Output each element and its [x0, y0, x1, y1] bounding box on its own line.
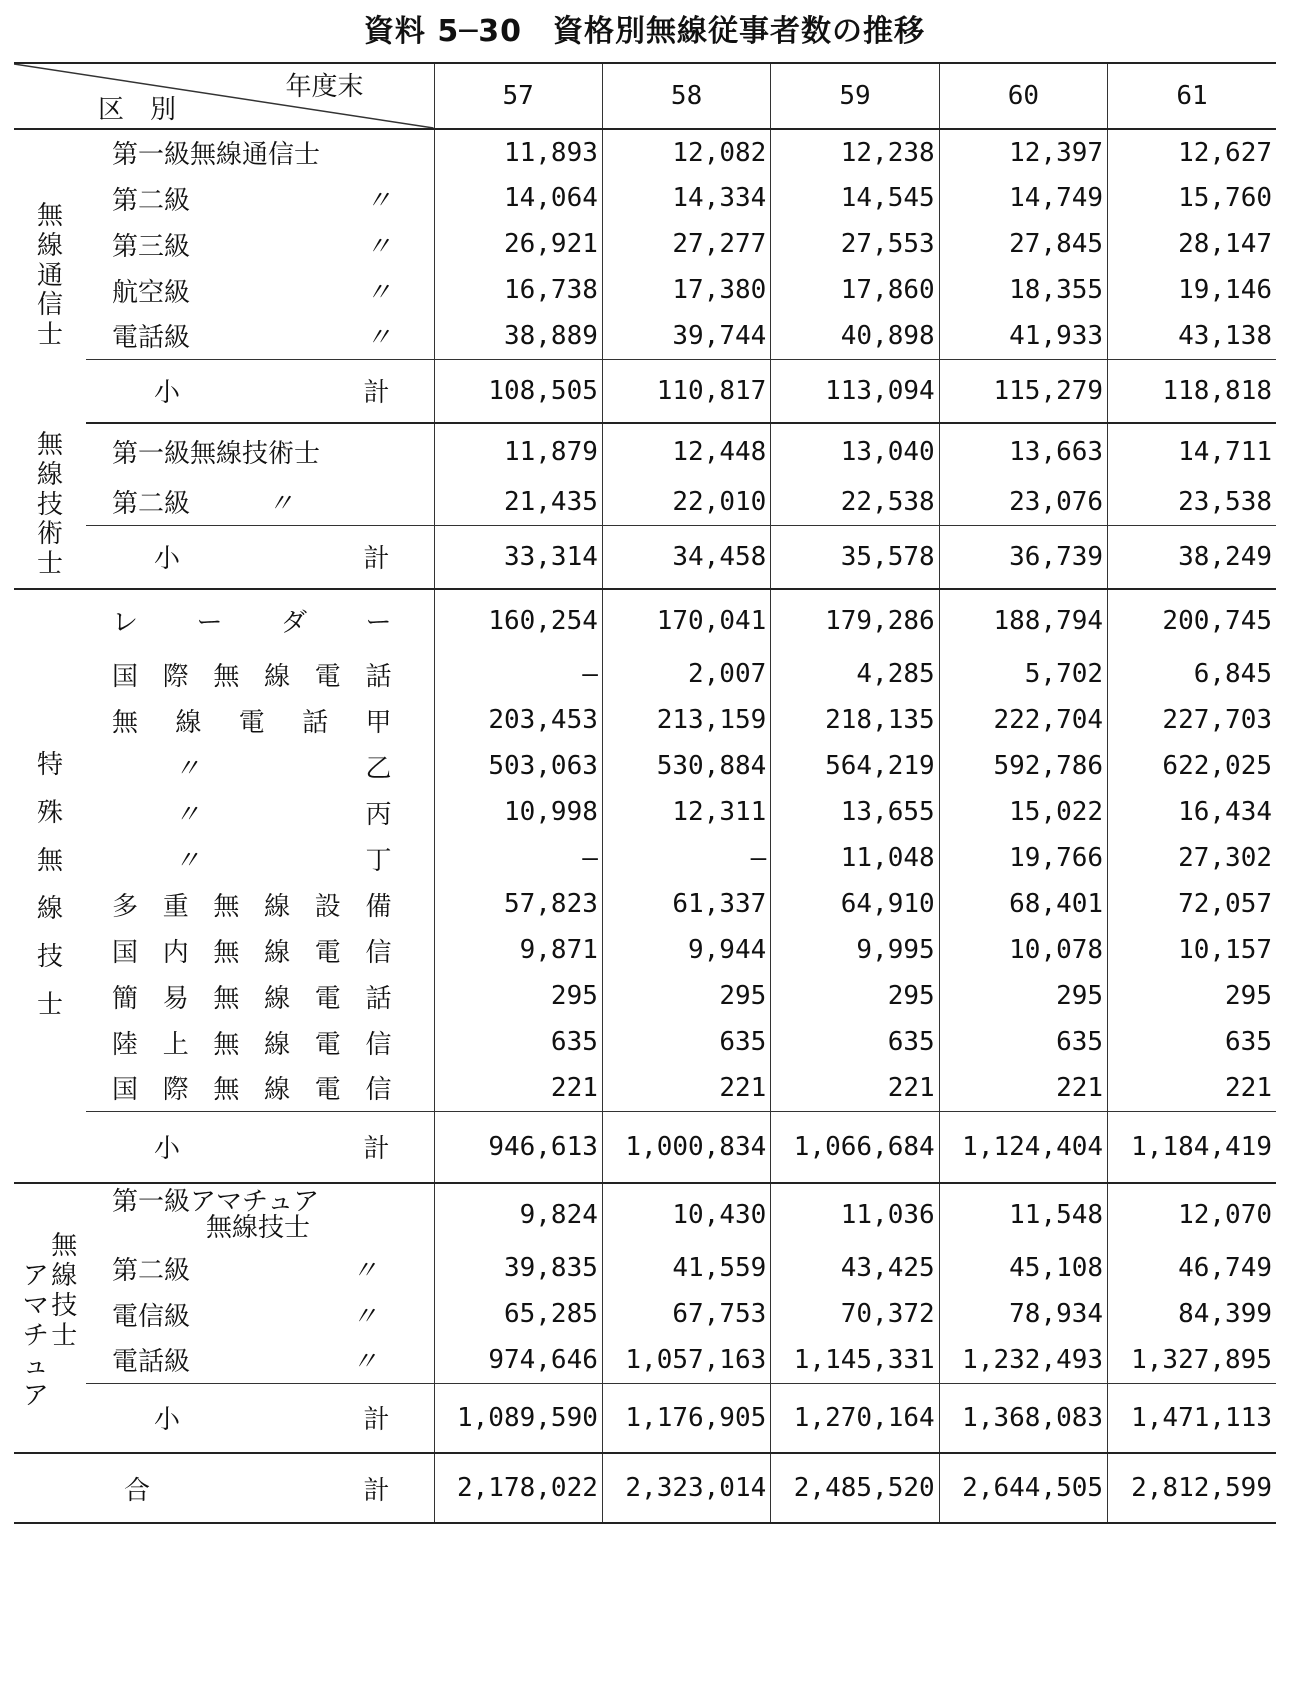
- value-cell: 19,146: [1108, 267, 1276, 313]
- value-cell: 200,745: [1108, 589, 1276, 651]
- value-cell: 564,219: [771, 743, 939, 789]
- label-char: レ: [112, 608, 139, 638]
- label-char: 無: [213, 937, 240, 968]
- value-cell: 11,879: [434, 423, 602, 479]
- total-label: [14, 1453, 434, 1523]
- row-label: [86, 1245, 434, 1291]
- value-cell: 188,794: [939, 589, 1107, 651]
- group-name: 無線通信士: [36, 200, 63, 351]
- value-cell: 160,254: [434, 589, 602, 651]
- ditto-mark: 〃: [351, 1347, 378, 1378]
- value-cell: 295: [602, 973, 770, 1019]
- subtotal-cell: 34,458: [602, 525, 770, 589]
- value-cell: 9,824: [434, 1183, 602, 1245]
- row-label-text: 電信級: [112, 1301, 191, 1332]
- row-label-text: 第二級: [112, 489, 191, 520]
- label-char: 際: [162, 1075, 189, 1106]
- label-char: 電: [314, 983, 341, 1014]
- corner-diagonal: [14, 64, 434, 128]
- label-char: 内: [162, 937, 189, 968]
- value-cell: —: [434, 835, 602, 881]
- value-cell: 13,655: [771, 789, 939, 835]
- subtotal-cell: 38,249: [1108, 525, 1276, 589]
- subtotal-cell: 1,000,834: [602, 1111, 770, 1183]
- subtotal-cell: 1,368,083: [939, 1383, 1107, 1453]
- ditto-mark: 〃: [365, 323, 392, 354]
- ditto-mark: 〃: [267, 489, 294, 520]
- total-cell: 2,644,505: [939, 1453, 1107, 1523]
- label-char: 信: [365, 1029, 392, 1060]
- table-row: [14, 743, 1276, 789]
- value-cell: 13,040: [771, 423, 939, 479]
- row-label-text: 航空級: [112, 277, 191, 308]
- value-cell: 18,355: [939, 267, 1107, 313]
- subtotal-label-a: 小: [154, 1134, 181, 1165]
- group-name-char: 士: [36, 989, 63, 1020]
- value-cell: 635: [939, 1019, 1107, 1065]
- ditto-mark: 〃: [365, 231, 392, 262]
- value-cell: 84,399: [1108, 1291, 1276, 1337]
- group-name-col2: 無線技士: [51, 1231, 78, 1351]
- table-row: [14, 1065, 1276, 1111]
- table-row: [14, 313, 1276, 359]
- value-cell: 27,277: [602, 221, 770, 267]
- subtotal-label-a: 小: [154, 378, 181, 409]
- label-char: 無: [213, 661, 240, 692]
- subtotal-row: [14, 1383, 1276, 1453]
- row-label-text: 第二級: [112, 185, 191, 216]
- value-cell: 295: [939, 973, 1107, 1019]
- row-label: [86, 881, 434, 927]
- row-label: 第一級無線技術士: [112, 439, 321, 469]
- value-cell: 22,010: [602, 479, 770, 525]
- value-cell: 14,545: [771, 175, 939, 221]
- value-cell: 6,845: [1108, 651, 1276, 697]
- group-name-char: 特: [36, 750, 63, 781]
- year-header: 57: [434, 63, 602, 129]
- subtotal-label: [86, 1111, 434, 1183]
- subtotal-cell: 1,471,113: [1108, 1383, 1276, 1453]
- year-header: 60: [939, 63, 1107, 129]
- row-label-text: 電話級: [112, 1347, 191, 1378]
- table-row: [14, 881, 1276, 927]
- subtotal-cell: 946,613: [434, 1111, 602, 1183]
- value-cell: 39,744: [602, 313, 770, 359]
- year-header: 58: [602, 63, 770, 129]
- subtotal-row: [14, 525, 1276, 589]
- value-cell: 12,082: [602, 129, 770, 175]
- value-cell: 530,884: [602, 743, 770, 789]
- value-cell: 503,063: [434, 743, 602, 789]
- table-row: [14, 129, 1276, 175]
- ditto-mark: 〃: [174, 845, 201, 876]
- value-cell: 12,448: [602, 423, 770, 479]
- value-cell: 9,995: [771, 927, 939, 973]
- subtotal-cell: 35,578: [771, 525, 939, 589]
- value-cell: 78,934: [939, 1291, 1107, 1337]
- row-suffix: 丙: [365, 799, 392, 830]
- group-name-char: 無: [36, 846, 63, 877]
- corner-top-label: 年度末: [285, 72, 364, 102]
- row-label-line1: 第一級アマチュア: [112, 1186, 320, 1217]
- label-char: 線: [264, 1029, 291, 1060]
- table-row: [14, 1245, 1276, 1291]
- subtotal-cell: 1,089,590: [434, 1383, 602, 1453]
- total-label-a: 合: [124, 1475, 151, 1506]
- value-cell: 17,860: [771, 267, 939, 313]
- value-cell: 635: [602, 1019, 770, 1065]
- header-row: [14, 63, 1276, 129]
- value-cell: 45,108: [939, 1245, 1107, 1291]
- label-char: 信: [365, 1075, 392, 1106]
- label-char: 線: [175, 707, 202, 738]
- value-cell: 974,646: [434, 1337, 602, 1383]
- row-label-line2: 無線技士: [206, 1212, 311, 1243]
- value-cell: 12,311: [602, 789, 770, 835]
- label-char: 無: [213, 1029, 240, 1060]
- table-row: [14, 479, 1276, 525]
- value-cell: 9,944: [602, 927, 770, 973]
- label-char: 上: [162, 1029, 189, 1060]
- subtotal-cell: 36,739: [939, 525, 1107, 589]
- row-label: [86, 973, 434, 1019]
- value-cell: 295: [771, 973, 939, 1019]
- ditto-mark: 〃: [174, 799, 201, 830]
- subtotal-row: [14, 359, 1276, 423]
- corner-bottom-label: 区別: [98, 95, 203, 125]
- value-cell: 14,064: [434, 175, 602, 221]
- subtotal-cell: 33,314: [434, 525, 602, 589]
- label-char: 無: [213, 983, 240, 1014]
- group-name: 無線技術士: [36, 429, 63, 580]
- group-name-col1: アマチュア: [22, 1261, 49, 1411]
- label-char: 際: [162, 661, 189, 692]
- label-char: 信: [365, 937, 392, 968]
- subtotal-cell: 1,066,684: [771, 1111, 939, 1183]
- label-char: ダ: [280, 608, 307, 638]
- table-row: [14, 423, 1276, 479]
- row-label: [86, 1291, 434, 1337]
- value-cell: 635: [771, 1019, 939, 1065]
- label-char: 線: [264, 983, 291, 1014]
- group-name-char: 線: [36, 894, 63, 924]
- subtotal-cell: 1,270,164: [771, 1383, 939, 1453]
- value-cell: 635: [434, 1019, 602, 1065]
- label-char: 話: [302, 707, 329, 738]
- subtotal-cell: 115,279: [939, 359, 1107, 423]
- table-row: [14, 175, 1276, 221]
- label-char: 備: [365, 891, 392, 922]
- value-cell: 221: [939, 1065, 1107, 1111]
- total-cell: 2,323,014: [602, 1453, 770, 1523]
- label-char: 話: [365, 983, 392, 1014]
- value-cell: 1,145,331: [771, 1337, 939, 1383]
- table-row: [14, 1183, 1276, 1245]
- label-char: 陸: [112, 1029, 139, 1060]
- value-cell: 203,453: [434, 697, 602, 743]
- label-char: 易: [162, 983, 189, 1014]
- table-row: [14, 927, 1276, 973]
- value-cell: 14,334: [602, 175, 770, 221]
- value-cell: 43,138: [1108, 313, 1276, 359]
- subtotal-label: [86, 1383, 434, 1453]
- total-row: [14, 1453, 1276, 1523]
- label-char: 無: [213, 1075, 240, 1106]
- row-label: [86, 651, 434, 697]
- value-cell: 170,041: [602, 589, 770, 651]
- subtotal-cell: 1,184,419: [1108, 1111, 1276, 1183]
- label-char: 線: [264, 891, 291, 922]
- value-cell: 26,921: [434, 221, 602, 267]
- ditto-mark: 〃: [351, 1301, 378, 1332]
- row-label: [86, 175, 434, 221]
- row-label: 第一級無線通信士: [112, 140, 321, 170]
- value-cell: 46,749: [1108, 1245, 1276, 1291]
- value-cell: 221: [771, 1065, 939, 1111]
- group-name-char: 殊: [36, 798, 63, 829]
- group-label: [14, 423, 86, 589]
- value-cell: 41,559: [602, 1245, 770, 1291]
- row-label: [86, 697, 434, 743]
- subtotal-label-b: 計: [363, 378, 390, 409]
- row-label: [86, 589, 434, 651]
- subtotal-cell: 108,505: [434, 359, 602, 423]
- row-label: [86, 221, 434, 267]
- value-cell: 41,933: [939, 313, 1107, 359]
- subtotal-label-a: 小: [154, 1405, 181, 1436]
- value-cell: 179,286: [771, 589, 939, 651]
- value-cell: 222,704: [939, 697, 1107, 743]
- row-label: [86, 1337, 434, 1383]
- total-cell: 2,485,520: [771, 1453, 939, 1523]
- label-char: 話: [365, 661, 392, 692]
- total-cell: 2,812,599: [1108, 1453, 1276, 1523]
- value-cell: 15,760: [1108, 175, 1276, 221]
- value-cell: 1,327,895: [1108, 1337, 1276, 1383]
- row-label: [86, 1065, 434, 1111]
- table-row: [14, 973, 1276, 1019]
- table-row: [14, 651, 1276, 697]
- value-cell: 43,425: [771, 1245, 939, 1291]
- qualification-table: [14, 62, 1276, 1524]
- value-cell: 218,135: [771, 697, 939, 743]
- value-cell: 70,372: [771, 1291, 939, 1337]
- value-cell: 10,430: [602, 1183, 770, 1245]
- value-cell: 61,337: [602, 881, 770, 927]
- value-cell: 1,057,163: [602, 1337, 770, 1383]
- total-label-b: 計: [363, 1475, 390, 1506]
- value-cell: 27,845: [939, 221, 1107, 267]
- row-suffix: 丁: [365, 845, 392, 876]
- value-cell: 17,380: [602, 267, 770, 313]
- label-char: 電: [238, 707, 265, 738]
- value-cell: 16,434: [1108, 789, 1276, 835]
- subtotal-label: [86, 525, 434, 589]
- label-char: 線: [264, 937, 291, 968]
- value-cell: 10,157: [1108, 927, 1276, 973]
- value-cell: 38,889: [434, 313, 602, 359]
- value-cell: 227,703: [1108, 697, 1276, 743]
- value-cell: 213,159: [602, 697, 770, 743]
- table-row: [14, 835, 1276, 881]
- row-label-text: 電話級: [112, 323, 191, 354]
- group-label: [14, 1183, 86, 1453]
- value-cell: 221: [1108, 1065, 1276, 1111]
- value-cell: 68,401: [939, 881, 1107, 927]
- row-label: [86, 313, 434, 359]
- label-char: 電: [314, 1075, 341, 1106]
- label-char: 甲: [365, 707, 392, 738]
- group-name: [36, 733, 65, 1038]
- value-cell: 19,766: [939, 835, 1107, 881]
- label-char: 線: [264, 1075, 291, 1106]
- subtotal-cell: 1,176,905: [602, 1383, 770, 1453]
- subtotal-row: [14, 1111, 1276, 1183]
- subtotal-cell: 113,094: [771, 359, 939, 423]
- group-label: [14, 589, 86, 1183]
- label-char: 重: [162, 891, 189, 922]
- table-row: [14, 1337, 1276, 1383]
- value-cell: 16,738: [434, 267, 602, 313]
- corner-cell: [14, 63, 434, 129]
- label-char: 無: [112, 707, 139, 738]
- value-cell: 221: [434, 1065, 602, 1111]
- row-label: [86, 927, 434, 973]
- subtotal-label-b: 計: [363, 1405, 390, 1436]
- value-cell: 295: [1108, 973, 1276, 1019]
- value-cell: 12,627: [1108, 129, 1276, 175]
- value-cell: —: [434, 651, 602, 697]
- label-char: 国: [112, 937, 139, 968]
- value-cell: 27,302: [1108, 835, 1276, 881]
- row-label-text: 第三級: [112, 231, 191, 262]
- group-name-char: 技: [36, 941, 63, 972]
- label-char: 電: [314, 937, 341, 968]
- row-label-text: 第二級: [112, 1255, 191, 1286]
- label-char: 国: [112, 1075, 139, 1106]
- page-title: 資料 5─30 資格別無線従事者数の推移: [363, 14, 926, 49]
- value-cell: 5,702: [939, 651, 1107, 697]
- subtotal-cell: 118,818: [1108, 359, 1276, 423]
- value-cell: 14,711: [1108, 423, 1276, 479]
- subtotal-label: [86, 359, 434, 423]
- value-cell: 11,048: [771, 835, 939, 881]
- value-cell: 22,538: [771, 479, 939, 525]
- label-char: 電: [314, 1029, 341, 1060]
- value-cell: 10,078: [939, 927, 1107, 973]
- value-cell: 635: [1108, 1019, 1276, 1065]
- value-cell: 11,036: [771, 1183, 939, 1245]
- year-header: 61: [1108, 63, 1276, 129]
- value-cell: 11,548: [939, 1183, 1107, 1245]
- label-char: 線: [264, 661, 291, 692]
- row-label: [86, 479, 434, 525]
- value-cell: 14,749: [939, 175, 1107, 221]
- value-cell: 64,910: [771, 881, 939, 927]
- value-cell: 39,835: [434, 1245, 602, 1291]
- subtotal-label-b: 計: [363, 1134, 390, 1165]
- year-header: 59: [771, 63, 939, 129]
- value-cell: 67,753: [602, 1291, 770, 1337]
- value-cell: 72,057: [1108, 881, 1276, 927]
- total-cell: 2,178,022: [434, 1453, 602, 1523]
- subtotal-cell: 1,124,404: [939, 1111, 1107, 1183]
- value-cell: 12,070: [1108, 1183, 1276, 1245]
- table-row: [14, 1019, 1276, 1065]
- table-row: [14, 589, 1276, 651]
- value-cell: 23,076: [939, 479, 1107, 525]
- table-row: [14, 789, 1276, 835]
- value-cell: 1,232,493: [939, 1337, 1107, 1383]
- table-row: [14, 267, 1276, 313]
- subtotal-cell: 110,817: [602, 359, 770, 423]
- value-cell: 622,025: [1108, 743, 1276, 789]
- label-char: 多: [112, 891, 139, 922]
- row-suffix: 乙: [365, 753, 392, 784]
- value-cell: 2,007: [602, 651, 770, 697]
- label-char: 無: [213, 891, 240, 922]
- label-char: 国: [112, 661, 139, 692]
- value-cell: 28,147: [1108, 221, 1276, 267]
- ditto-mark: 〃: [365, 277, 392, 308]
- value-cell: —: [602, 835, 770, 881]
- subtotal-label-b: 計: [363, 544, 390, 575]
- value-cell: 592,786: [939, 743, 1107, 789]
- label-char: ー: [365, 608, 392, 638]
- label-char: 電: [314, 661, 341, 692]
- value-cell: 11,893: [434, 129, 602, 175]
- value-cell: 4,285: [771, 651, 939, 697]
- value-cell: 57,823: [434, 881, 602, 927]
- value-cell: 295: [434, 973, 602, 1019]
- row-label: [86, 1183, 434, 1245]
- label-char: 簡: [112, 983, 139, 1014]
- ditto-mark: 〃: [365, 185, 392, 216]
- value-cell: 13,663: [939, 423, 1107, 479]
- value-cell: 12,397: [939, 129, 1107, 175]
- label-char: ー: [196, 608, 223, 638]
- row-label: [86, 1019, 434, 1065]
- row-label: [86, 267, 434, 313]
- value-cell: 15,022: [939, 789, 1107, 835]
- value-cell: 12,238: [771, 129, 939, 175]
- group-label: [14, 129, 86, 423]
- value-cell: 27,553: [771, 221, 939, 267]
- value-cell: 221: [602, 1065, 770, 1111]
- table-row: [14, 1291, 1276, 1337]
- table-row: [14, 221, 1276, 267]
- table-row: [14, 697, 1276, 743]
- label-char: 設: [314, 891, 341, 922]
- value-cell: 10,998: [434, 789, 602, 835]
- value-cell: 21,435: [434, 479, 602, 525]
- subtotal-label-a: 小: [154, 544, 181, 575]
- ditto-mark: 〃: [351, 1255, 378, 1286]
- row-label: [86, 835, 434, 881]
- value-cell: 23,538: [1108, 479, 1276, 525]
- value-cell: 9,871: [434, 927, 602, 973]
- value-cell: 40,898: [771, 313, 939, 359]
- ditto-mark: 〃: [174, 753, 201, 784]
- row-label: [86, 743, 434, 789]
- row-label: [86, 789, 434, 835]
- value-cell: 65,285: [434, 1291, 602, 1337]
